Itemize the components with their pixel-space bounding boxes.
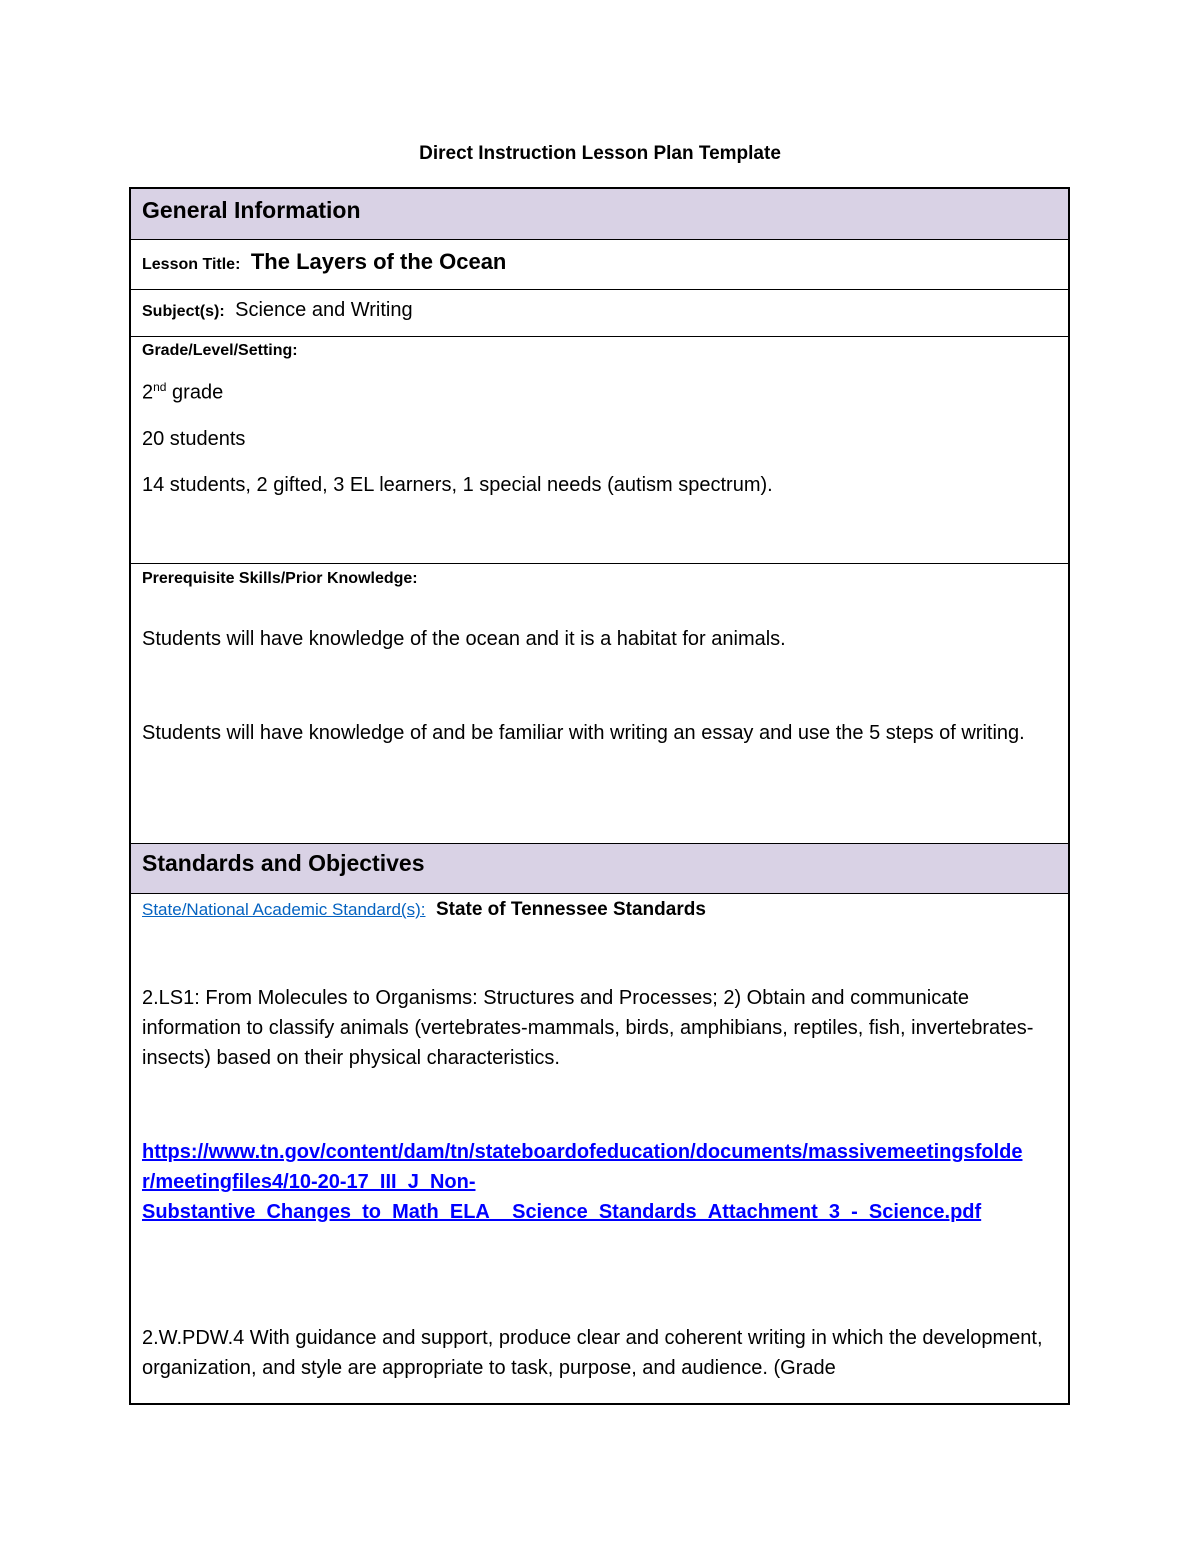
- document-title: Direct Instruction Lesson Plan Template: [419, 143, 781, 164]
- grade-level-setting-row: [131, 337, 1068, 564]
- general-information-header: [131, 189, 1068, 240]
- standard-2-ls1: 2.LS1: From Molecules to Organisms: Structures and Processes; 2) Obtain and communicate information to classify animals (vertebrates-mammals, birds, amphibians, reptiles, fish, invertebrates-insects) based on their physical characteristics.: [142, 987, 1034, 1069]
- standards-objectives-header: [131, 844, 1068, 894]
- standards-content-row: [131, 894, 1068, 1405]
- standard-source: State of Tennessee Standards: [435, 899, 706, 920]
- grade-word: grade: [172, 381, 224, 404]
- grade-value: [142, 372, 1058, 408]
- standards-objectives-heading: Standards and Objectives: [142, 850, 425, 876]
- prerequisite-skills-label: Prerequisite Skills/Prior Knowledge:: [142, 570, 418, 587]
- prerequisite-skills-row: [131, 564, 1068, 844]
- prerequisite-essay-writing: Students will have knowledge of and be familiar with writing an essay and use the 5 steps of writing.: [142, 722, 1025, 744]
- student-breakdown: 14 students, 2 gifted, 3 EL learners, 1 special needs (autism spectrum).: [142, 473, 773, 496]
- url-line-1[interactable]: https://www.tn.gov/content/dam/tn/stateboardofeducation/documents/massivemeetingsfolde: [142, 1141, 1023, 1163]
- grade-level-setting-label: Grade/Level/Setting:: [142, 342, 298, 359]
- lesson-plan-table: [129, 187, 1070, 1405]
- standards-document-link[interactable]: [142, 1137, 1058, 1227]
- url-line-3[interactable]: Substantive_Changes_to_Math_ELA__Science_Standards_Attachment_3_-_Science.pdf: [142, 1201, 982, 1223]
- lesson-title-label: Lesson Title:: [142, 256, 241, 273]
- grade-number: 2: [142, 381, 154, 404]
- general-information-heading: General Information: [142, 197, 361, 223]
- subjects-label: Subject(s):: [142, 303, 225, 320]
- standard-2-w-pdw-4: 2.W.PDW.4 With guidance and support, produce clear and coherent writing in which the development, organization, and style are appropriate to task, purpose, and audience. (Grade: [142, 1327, 1043, 1379]
- lesson-title-row: [131, 240, 1068, 290]
- grade-suffix: nd: [153, 380, 167, 394]
- lesson-title-value: The Layers of the Ocean: [250, 249, 507, 274]
- state-national-standards-link[interactable]: State/National Academic Standard(s):: [142, 900, 426, 919]
- student-count: 20 students: [142, 427, 246, 450]
- prerequisite-ocean-knowledge: Students will have knowledge of the ocean and it is a habitat for animals.: [142, 628, 786, 650]
- subjects-value: Science and Writing: [235, 299, 413, 321]
- subjects-row: [131, 290, 1068, 337]
- url-line-2[interactable]: r/meetingfiles4/10-20-17_III_J_Non-: [142, 1171, 476, 1193]
